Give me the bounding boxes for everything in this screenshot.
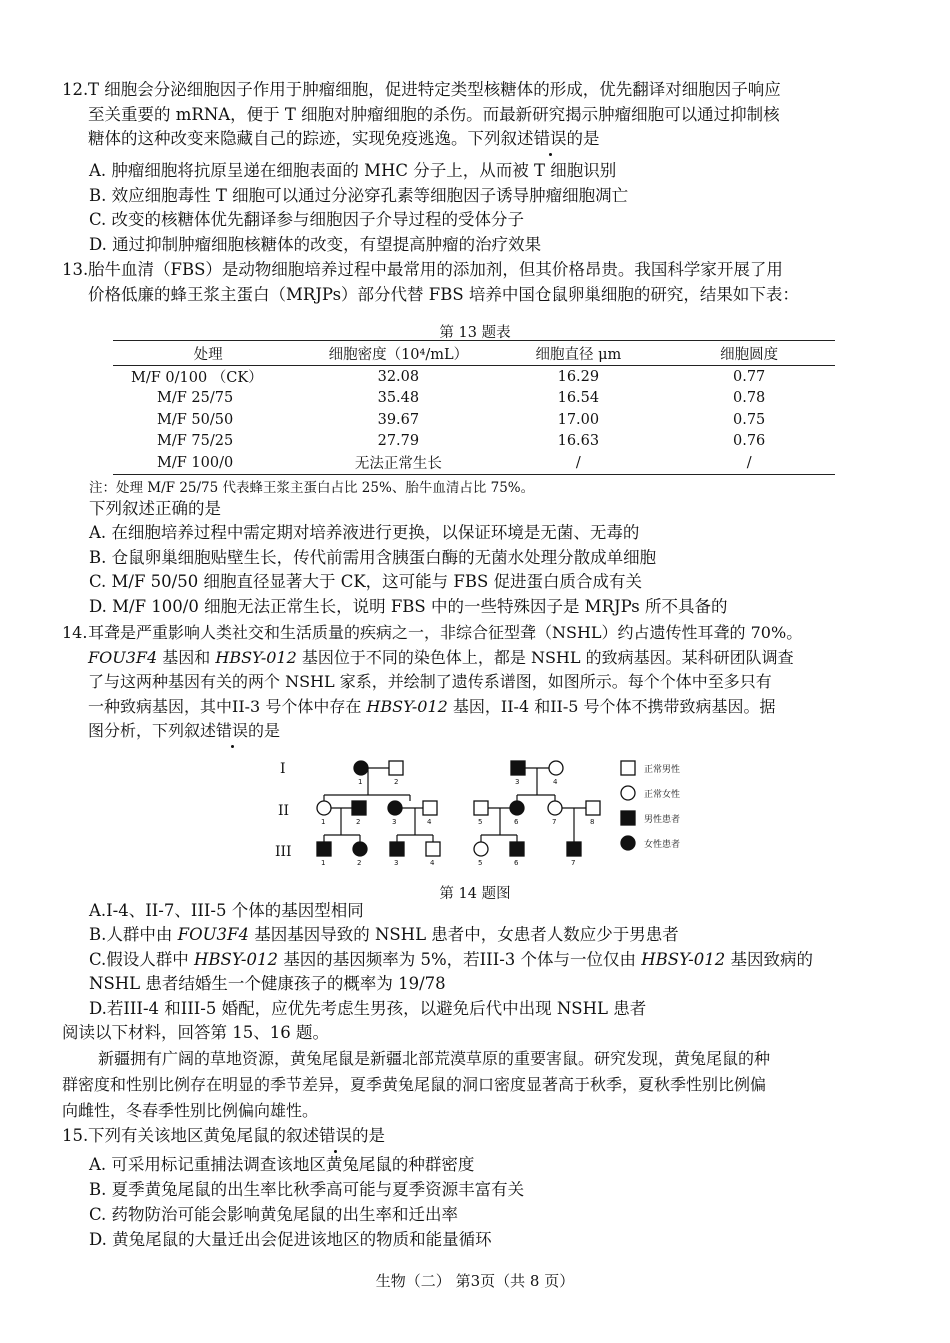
question-number: 14. xyxy=(62,623,88,642)
table-header: 处理 xyxy=(113,341,303,366)
option-c: C.假设人群中 HBSY-012 基因的基因频率为 5%，若III-3 个体与一位仅由 HBSY-012 基因致病的 xyxy=(89,950,814,969)
table-title: 第 13 题表 xyxy=(439,325,511,341)
table-cell: 32.08 xyxy=(377,368,420,385)
option-d: D. M/F 100/0 细胞无法正常生长，说明 FBS 中的一些特殊因子是 MRJPs 所不具备的 xyxy=(89,597,728,616)
question-stem-line: 了与这两种基因有关的两个 NSHL 家系，并绘制了遗传系谱图，如图所示。每个个体中至多只有 xyxy=(88,672,772,691)
svg-text:3: 3 xyxy=(515,778,520,786)
table-header: 细胞圆度 xyxy=(663,341,835,366)
question-stem-line: 糖体的这种改变来隐藏自己的踪迹，实现免疫逃逸。下列叙述错误的是 xyxy=(88,127,892,152)
table-note: 注：处理 M/F 25/75 代表蜂王浆主蛋白占比 25%、胎牛血清占比 75%。 xyxy=(89,480,535,496)
question-stem-line: T 细胞会分泌细胞因子作用于肿瘤细胞，促进特定类型核糖体的形成，优先翻译对细胞因子响应 xyxy=(88,80,781,99)
question-stem-line: 一种致病基因，其中II-3 号个体中存在 HBSY-012 基因，II-4 和II-5 号个体不携带致病基因。据 xyxy=(88,696,776,716)
table-cell: 0.75 xyxy=(733,411,766,428)
table-cell: M/F 25/75 xyxy=(157,390,234,407)
question-stem-line: 胎牛血清（FBS）是动物细胞培养过程中最常用的添加剂，但其价格昂贵。我国科学家开展了用 xyxy=(88,260,783,279)
svg-text:3: 3 xyxy=(392,818,397,826)
option-d: D. 通过抑制肿瘤细胞核糖体的改变，有望提高肿瘤的治疗效果 xyxy=(89,235,542,254)
question-stem-line: 耳聋是严重影响人类社交和生活质量的疾病之一，非综合征型聋（NSHL）约占遗传性耳聋的 70%。 xyxy=(88,623,803,642)
legend-label: 正常男性 xyxy=(644,765,681,775)
table-cell: M/F 0/100 （CK） xyxy=(131,370,263,387)
option-a: A.I-4、II-7、III-5 个体的基因型相同 xyxy=(89,901,364,920)
table-cell: 0.76 xyxy=(733,433,766,450)
svg-text:1: 1 xyxy=(358,778,363,786)
option-c: C. 改变的核糖体优先翻译参与细胞因子介导过程的受体分子 xyxy=(89,210,525,229)
table-cell: 35.48 xyxy=(377,390,420,407)
gene-name: HBSY-012 xyxy=(641,950,726,969)
table-cell: M/F 50/50 xyxy=(157,411,234,428)
svg-text:4: 4 xyxy=(430,859,435,867)
svg-text:6: 6 xyxy=(514,859,519,867)
option-b: B. 仓鼠卵巢细胞贴壁生长，传代前需用含胰蛋白酶的无菌水处理分散成单细胞 xyxy=(89,548,657,567)
question-stem-line: FOU3F4 基因和 HBSY-012 基因位于不同的染色体上，都是 NSHL 的致病基因。某科研团队调查 xyxy=(88,647,794,667)
question-13 xyxy=(62,258,892,307)
table-cell: 16.63 xyxy=(557,433,600,450)
generation-label: I xyxy=(280,761,286,777)
question-15: 15. 下列有关该地区黄兔尾鼠的叙述错误的是 xyxy=(62,1124,892,1149)
option-d: D. 黄兔尾鼠的大量迁出会促进该地区的物质和能量循环 xyxy=(89,1230,492,1249)
table-cell: 0.78 xyxy=(733,390,766,407)
table-cell: M/F 75/25 xyxy=(157,433,234,450)
svg-text:6: 6 xyxy=(514,818,519,826)
svg-text:5: 5 xyxy=(478,818,483,826)
question-number: 15. xyxy=(62,1126,89,1145)
option-a: A. 在细胞培养过程中需定期对培养液进行更换，以保证环境是无菌、无毒的 xyxy=(89,523,640,542)
table-cell: 39.67 xyxy=(377,411,420,428)
passage-line: 群密度和性别比例存在明显的季节差异，夏季黄兔尾鼠的洞口密度显著高于秋季，夏秋季性别比例偏 xyxy=(62,1075,767,1094)
option-c: C. 药物防治可能会影响黄兔尾鼠的出生率和迁出率 xyxy=(89,1205,459,1224)
svg-text:2: 2 xyxy=(394,778,399,786)
question-14 xyxy=(62,621,892,744)
emphasis-text: 错误 xyxy=(319,1124,352,1149)
option-b: B.人群中由 FOU3F4 基因基因导致的 NSHL 患者中，女患者人数应少于男患者 xyxy=(89,925,679,944)
svg-text:7: 7 xyxy=(571,859,576,867)
option-c-continued: NSHL 患者结婚生一个健康孩子的概率为 19/78 xyxy=(89,974,446,993)
generation-label: II xyxy=(278,803,290,819)
table-cell: 16.54 xyxy=(557,390,600,407)
reading-passage xyxy=(62,1046,892,1124)
table-header: 细胞密度（10⁴/mL） xyxy=(303,341,493,366)
table-row xyxy=(113,409,835,431)
table-row xyxy=(113,388,835,410)
svg-text:4: 4 xyxy=(427,818,432,826)
table-header: 细胞直径 μm xyxy=(493,341,663,366)
svg-text:2: 2 xyxy=(356,818,361,826)
table-cell: 0.77 xyxy=(733,368,766,385)
svg-text:5: 5 xyxy=(478,859,483,867)
table-row xyxy=(113,366,835,388)
option-d: D.若III-4 和III-5 婚配，应优先考虑生男孩，以避免后代中出现 NSHL 患者 xyxy=(89,999,647,1018)
option-b: B. 效应细胞毒性 T 细胞可以通过分泌穿孔素等细胞因子诱导肿瘤细胞凋亡 xyxy=(89,186,629,205)
svg-text:2: 2 xyxy=(357,859,362,867)
pedigree-diagram xyxy=(270,755,730,873)
table-cell: 17.00 xyxy=(557,411,600,428)
table-cell: 无法正常生长 xyxy=(303,452,493,474)
table-row xyxy=(113,452,835,474)
generation-label: III xyxy=(275,844,292,860)
page-footer: 生物（二） 第3页（共 8 页） xyxy=(375,1272,575,1290)
legend-label: 正常女性 xyxy=(644,790,681,800)
question-12 xyxy=(62,78,892,152)
table-cell: M/F 100/0 xyxy=(113,452,303,474)
gene-name: FOU3F4 xyxy=(177,925,249,944)
data-table xyxy=(113,340,835,475)
svg-text:1: 1 xyxy=(321,818,326,826)
svg-text:1: 1 xyxy=(321,859,326,867)
legend-label: 男性患者 xyxy=(644,815,681,825)
emphasis-text: 错误 xyxy=(534,127,567,152)
passage-line: 新疆拥有广阔的草地资源，黄兔尾鼠是新疆北部荒漠草原的重要害鼠。研究发现，黄兔尾鼠的种 xyxy=(98,1049,771,1068)
option-a: A. 肿瘤细胞将抗原呈递在细胞表面的 MHC 分子上，从而被 T 细胞识别 xyxy=(89,161,617,180)
table-cell: 16.29 xyxy=(557,368,600,385)
question-number: 13. xyxy=(62,260,89,279)
table-cell: 27.79 xyxy=(377,433,420,450)
option-a: A. 可采用标记重捕法调查该地区黄兔尾鼠的种群密度 xyxy=(89,1155,475,1174)
svg-text:4: 4 xyxy=(553,778,558,786)
option-b: B. 夏季黄兔尾鼠的出生率比秋季高可能与夏季资源丰富有关 xyxy=(89,1180,525,1199)
figure-caption: 第 14 题图 xyxy=(439,886,511,902)
option-c: C. M/F 50/50 细胞直径显著大于 CK，这可能与 FBS 促进蛋白质合成有关 xyxy=(89,572,643,591)
svg-text:3: 3 xyxy=(394,859,399,867)
table-row xyxy=(113,431,835,453)
question-stem-line: 至关重要的 mRNA，便于 T 细胞对肿瘤细胞的杀伤。而最新研究揭示肿瘤细胞可以通过抑制核 xyxy=(88,104,780,124)
legend-label: 女性患者 xyxy=(644,840,681,850)
gene-name: HBSY-012 xyxy=(194,950,278,969)
passage-line: 向雌性，冬春季性别比例偏向雄性。 xyxy=(62,1101,319,1120)
table-cell: / xyxy=(493,452,663,474)
svg-text:7: 7 xyxy=(552,818,557,826)
question-number: 12. xyxy=(62,80,89,99)
question-stem-line: 价格低廉的蜂王浆主蛋白（MRJPs）部分代替 FBS 培养中国仓鼠卵巢细胞的研究，结果如下表： xyxy=(88,284,799,304)
emphasis-text: 错误 xyxy=(216,719,248,744)
gene-name: FOU3F4 xyxy=(88,647,158,667)
table-cell: / xyxy=(663,452,835,474)
question-stem-line: 图分析，下列叙述错误的是 xyxy=(88,719,892,744)
question-prompt: 下列叙述正确的是 xyxy=(89,499,221,518)
table-header-row xyxy=(113,341,835,366)
gene-name: HBSY-012 xyxy=(366,696,448,716)
gene-name: HBSY-012 xyxy=(215,647,297,667)
svg-text:8: 8 xyxy=(590,818,595,826)
reading-intro: 阅读以下材料，回答第 15、16 题。 xyxy=(62,1023,329,1042)
